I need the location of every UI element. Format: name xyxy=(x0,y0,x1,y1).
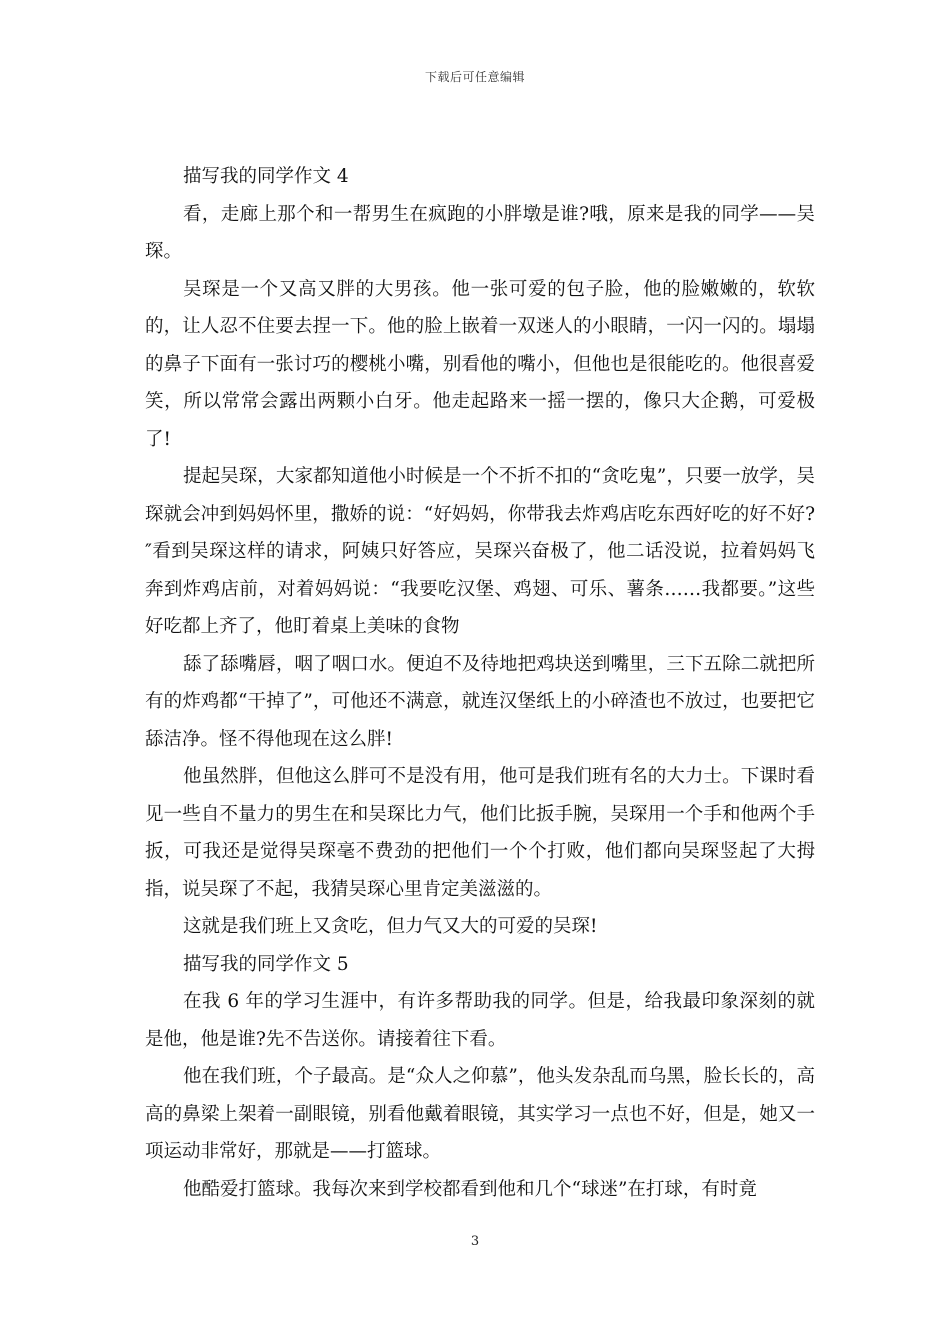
paragraph: 他在我们班，个子最高。是“众人之仰慕”，他头发杂乱而乌黑，脸长长的，高高的鼻梁上架着一副眼镜，别看他戴着眼镜，其实学习一点也不好，但是，她又一项运动非常好，那就是——打篮球。 xyxy=(145,1066,815,1162)
essay-title-5: 描写我的同学作文 5 xyxy=(183,953,349,975)
paragraph: 这就是我们班上又贪吃，但力气又大的可爱的吴琛! xyxy=(183,916,598,937)
paragraph: 他虽然胖，但他这么胖可不是没有用，他可是我们班有名的大力士。下课时看见一些自不量力的男生在和吴琛比力气，他们比扳手腕，吴琛用一个手和他两个手扳，可我还是觉得吴琛毫不费劲的把他们一个个打败，他们都向吴琛竖起了大拇指，说吴琛了不起，我猜吴琛心里肯定美滋滋的。 xyxy=(145,766,815,900)
essay-title-4: 描写我的同学作文 4 xyxy=(183,166,349,187)
header-note: 下载后可任意编辑 xyxy=(424,70,525,84)
paragraph: 看，走廊上那个和一帮男生在疯跑的小胖墩是谁?哦，原来是我的同学——吴琛。 xyxy=(145,203,815,262)
paragraph: 在我 6 年的学习生涯中，有许多帮助我的同学。但是，给我最印象深刻的就是他，他是谁?先不告送你。请接着往下看。 xyxy=(145,991,815,1050)
paragraph: 他酷爱打篮球。我每次来到学校都看到他和几个“球迷”在打球，有时竟 xyxy=(183,1178,757,1200)
paragraph: 吴琛是一个又高又胖的大男孩。他一张可爱的包子脸，他的脸嫩嫩的，软软的，让人忍不住要去捏一下。他的脸上嵌着一双迷人的小眼睛，一闪一闪的。塌塌的鼻子下面有一张讨巧的樱桃小嘴，别看他的嘴小，但他也是很能吃的。他很喜爱笑，所以常常会露出两颗小白牙。他走起路来一摇一摆的，像只大企鹅，可爱极了! xyxy=(145,278,815,450)
page-number: 3 xyxy=(470,1234,480,1249)
paragraph: 舔了舔嘴唇，咽了咽口水。便迫不及待地把鸡块送到嘴里，三下五除二就把所有的炸鸡都“干掉了”，可他还不满意，就连汉堡纸上的小碎渣也不放过，也要把它舔洁净。怪不得他现在这么胖! xyxy=(145,653,815,750)
document-body xyxy=(145,158,815,1208)
paragraph: 提起吴琛，大家都知道他小时候是一个不折不扣的“贪吃鬼”，只要一放学，吴琛就会冲到妈妈怀里，撒娇的说：“好妈妈，你带我去炸鸡店吃东西好吃的好不好?″看到吴琛这样的请求，阿姨只好答应，吴琛兴奋极了，他二话没说，拉着妈妈飞奔到炸鸡店前，对着妈妈说：“我要吃汉堡、鸡翅、可乐、薯条……我都要。”这些好吃都上齐了，他盯着桌上美味的食物 xyxy=(145,466,815,637)
